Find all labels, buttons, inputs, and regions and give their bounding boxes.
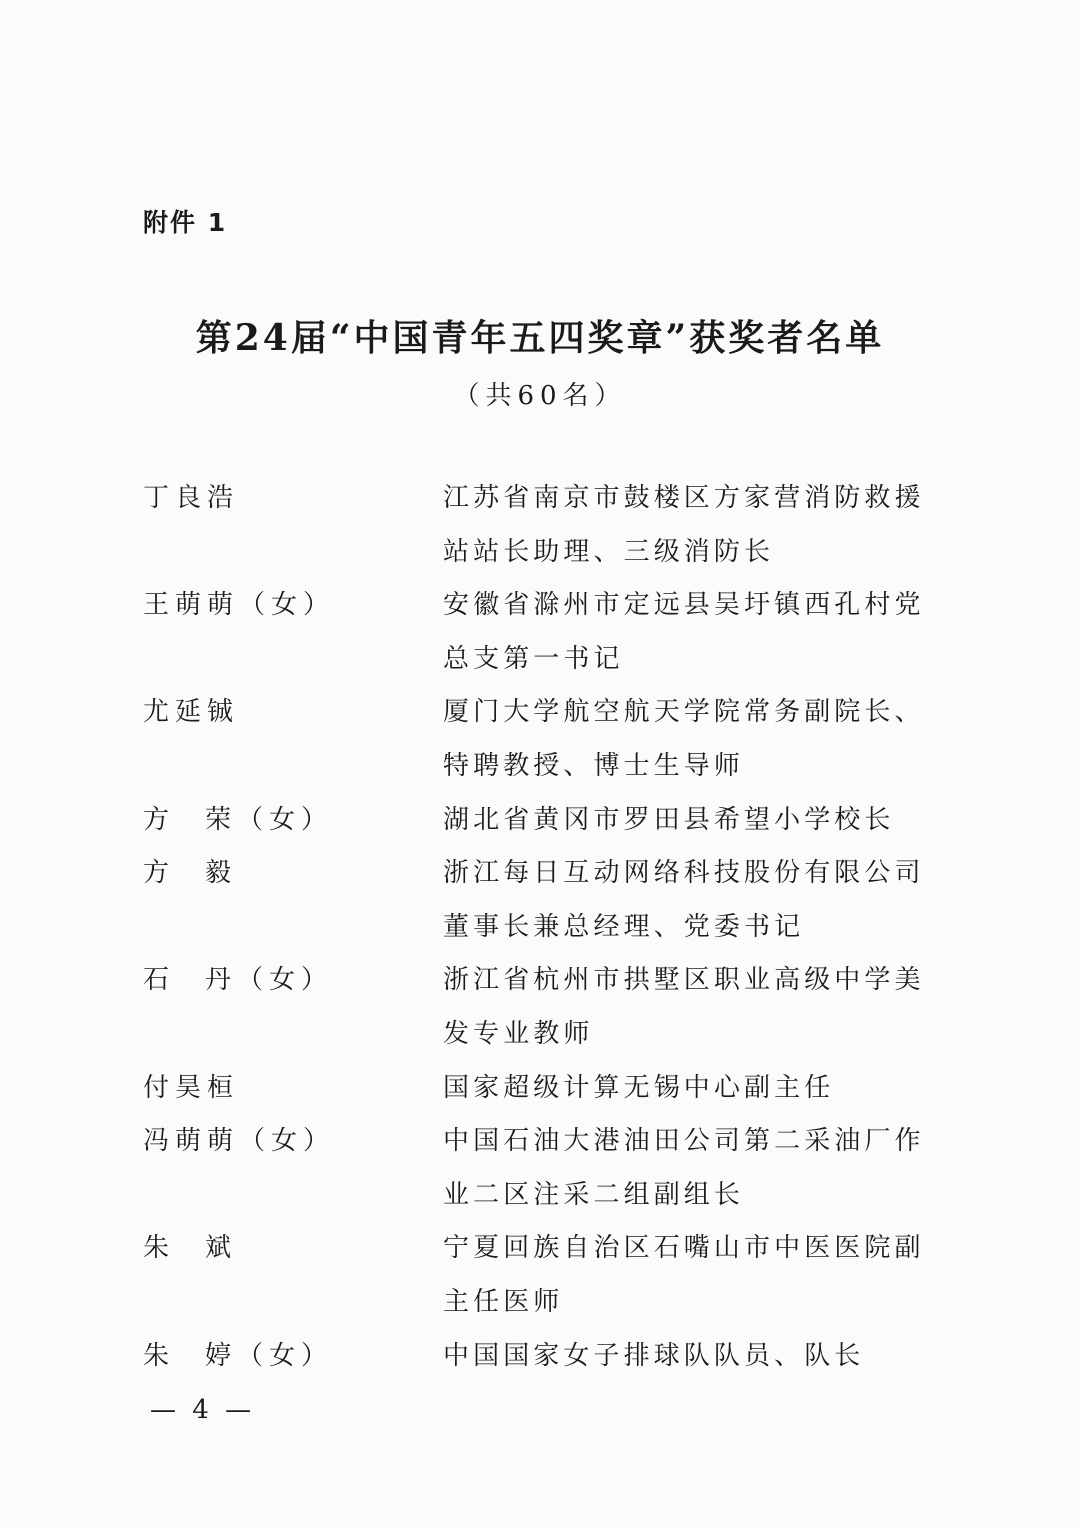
awardee-name [143,1062,393,1116]
document-title: 第24届“中国青年五四奖章”获奖者名单 [195,317,885,359]
awardee-description: 宁夏回族自治区石嘴山市中医医院副主任医师 [443,1233,925,1317]
name-part: 王萌萌 [143,590,240,621]
awardee-name [143,579,393,633]
awardee-name [143,472,393,526]
document-subtitle: （共60名） [453,381,627,411]
name-part: 方 [143,804,176,835]
gender-note: （女） [237,965,334,996]
awardee-name [143,1115,393,1169]
awardee-row [0,794,1080,848]
name-part: 毅 [205,858,238,889]
awardee-description: 浙江每日互动网络科技股份有限公司董事长兼总经理、党委书记 [443,858,925,942]
name-part: 丹 [205,965,238,996]
name-part: 尤延铖 [143,697,240,728]
awardee-row [0,686,1080,793]
gender-note: （女） [239,1126,336,1157]
awardee-name [143,686,393,740]
awardee-list [0,472,1080,1383]
awardee-row [0,472,1080,579]
awardee-row [0,847,1080,954]
name-part: 荣 [205,804,238,835]
page-number: — 4 — [150,1395,256,1425]
name-part: 方 [143,858,176,889]
name-part: 朱 [143,1340,176,1371]
awardee-description: 厦门大学航空航天学院常务副院长、特聘教授、博士生导师 [443,697,925,781]
gender-note: （女） [237,804,334,835]
name-part: 丁良浩 [143,483,240,513]
awardee-name [143,1330,393,1384]
name-part: 婷 [205,1340,238,1371]
name-part: 斌 [205,1233,238,1264]
awardee-row [0,1062,1080,1116]
name-part: 冯萌萌 [143,1126,240,1157]
awardee-description: 中国石油大港油田公司第二采油厂作业二区注采二组副组长 [443,1126,925,1210]
awardee-row [0,579,1080,686]
awardee-row [0,1222,1080,1329]
awardee-description: 湖北省黄冈市罗田县希望小学校长 [443,804,895,835]
awardee-row [0,954,1080,1061]
awardee-row [0,1330,1080,1384]
gender-note: （女） [239,590,336,621]
awardee-name [143,794,393,848]
attachment-label: 附件 1 [143,208,228,237]
awardee-name [143,1222,393,1276]
awardee-description: 安徽省滁州市定远县吴圩镇西孔村党总支第一书记 [443,590,925,674]
awardee-description: 中国国家女子排球队队员、队长 [443,1340,865,1371]
awardee-description: 江苏省南京市鼓楼区方家营消防救援站站长助理、三级消防长 [443,483,925,567]
gender-note: （女） [237,1340,334,1371]
name-part: 付昊桓 [143,1072,240,1103]
awardee-name [143,847,393,901]
awardee-row [0,1115,1080,1222]
awardee-description: 浙江省杭州市拱墅区职业高级中学美发专业教师 [443,965,925,1049]
awardee-description: 国家超级计算无锡中心副主任 [443,1072,835,1103]
name-part: 石 [143,965,176,996]
name-part: 朱 [143,1233,176,1264]
awardee-name [143,954,393,1008]
